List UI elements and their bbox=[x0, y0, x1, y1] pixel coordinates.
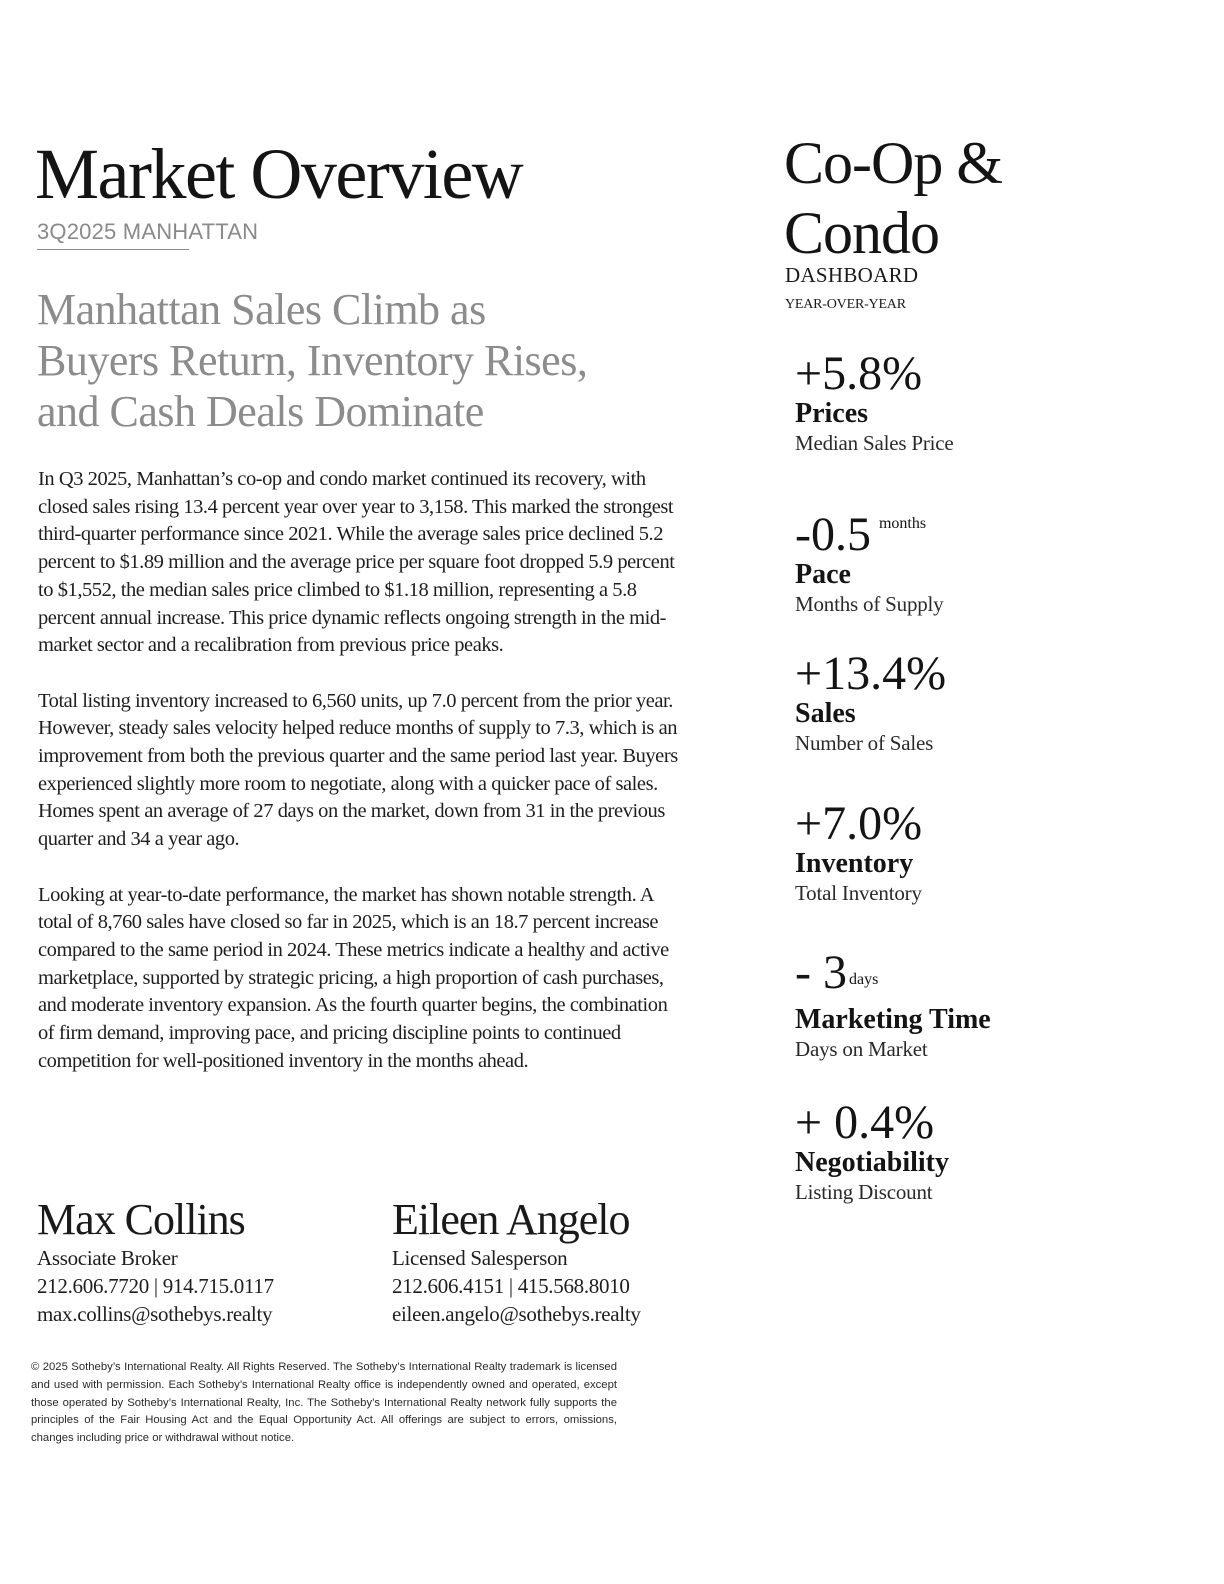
metric-description: Median Sales Price bbox=[795, 431, 954, 455]
headline-line: Manhattan Sales Climb as bbox=[37, 285, 486, 334]
agent-name: Eileen Angelo bbox=[392, 1195, 630, 1244]
report-period: 3Q2025 MANHATTAN bbox=[37, 219, 259, 244]
dashboard-title-line: Co-Op & bbox=[784, 130, 1002, 196]
agent-role: Licensed Salesperson bbox=[392, 1246, 568, 1270]
metric-description: Total Inventory bbox=[795, 881, 922, 905]
legal-disclaimer: © 2025 Sotheby’s International Realty. All Rights Reserved. The Sotheby’s International Realty trademark is licensed and used with permission. Each Sotheby’s International Realty office is independently owned and operated, except those operated by Sotheby’s International Realty, Inc. The Sotheby’s International Realty network fully supports the principles of the Fair Housing Act and the Equal Opportunity Act. All offerings are subject to errors, omissions, changes including price or withdrawal without notice. bbox=[31, 1361, 617, 1445]
page-title: Market Overview bbox=[35, 134, 523, 214]
agent-phones[interactable]: 212.606.7720 | 914.715.0117 bbox=[37, 1274, 274, 1298]
headline-line: Buyers Return, Inventory Rises, bbox=[37, 336, 588, 385]
metric-description: Months of Supply bbox=[795, 592, 944, 616]
metric-label: Pace bbox=[795, 559, 851, 590]
metric-unit: months bbox=[878, 515, 927, 532]
article-body bbox=[38, 466, 688, 1103]
metric-description: Number of Sales bbox=[795, 731, 934, 755]
metric-description: Days on Market bbox=[795, 1037, 928, 1061]
subtitle-underline bbox=[37, 249, 189, 250]
metric-unit: days bbox=[848, 971, 879, 988]
metric-description: Listing Discount bbox=[795, 1180, 933, 1204]
metric-label: Negotiability bbox=[795, 1147, 949, 1178]
metric-value: +13.4% bbox=[795, 647, 947, 700]
agent-role: Associate Broker bbox=[37, 1246, 178, 1270]
metric-pace bbox=[795, 499, 1055, 618]
metric-label: Prices bbox=[795, 398, 869, 429]
metric-label: Inventory bbox=[795, 848, 914, 879]
agent-email[interactable]: eileen.angelo@sothebys.realty bbox=[392, 1302, 641, 1326]
headline bbox=[37, 284, 677, 437]
dashboard-subtitle: DASHBOARD bbox=[785, 263, 919, 287]
metric-value: +7.0% bbox=[795, 797, 923, 850]
agent-name: Max Collins bbox=[37, 1195, 245, 1244]
metric-prices bbox=[795, 349, 1055, 457]
body-paragraph: Total listing inventory increased to 6,560 units, up 7.0 percent from the prior year. However, steady sales velocity helped reduce months of supply to 7.3, which is an improvement from both the previous quarter and the same period last year. Buyers experienced slightly more room to negotiate, along with a quicker pace of sales. Homes spent an average of 27 days on the market, down from 31 in the previous quarter and 34 a year ago. bbox=[38, 689, 678, 851]
metric-label: Sales bbox=[795, 698, 856, 729]
metric-value: + 0.4% bbox=[795, 1096, 935, 1149]
body-paragraph: In Q3 2025, Manhattan’s co-op and condo market continued its recovery, with closed sales rising 13.4 percent year over year to 3,158. This marked the strongest third-quarter performance since 2021. While the average sales price declined 5.2 percent to $1.89 million and the average price per square foot dropped 5.9 percent to $1,552, the median sales price climbed to $1.18 million, representing a 5.8 percent annual increase. This price dynamic reflects ongoing strength in the mid-market sector and a recalibration from previous price peaks. bbox=[38, 468, 675, 657]
metric-marketing-time bbox=[795, 948, 1055, 1063]
metric-inventory bbox=[795, 799, 1055, 907]
dashboard-title-line: Condo bbox=[784, 200, 940, 266]
metric-negotiability bbox=[795, 1098, 1055, 1206]
dashboard-title bbox=[784, 128, 1002, 268]
metric-value: +5.8% bbox=[795, 347, 923, 400]
headline-line: and Cash Deals Dominate bbox=[37, 387, 484, 436]
metric-value: -0.5 bbox=[795, 508, 871, 561]
agent-phones[interactable]: 212.606.4151 | 415.568.8010 bbox=[392, 1274, 630, 1298]
agent-email[interactable]: max.collins@sothebys.realty bbox=[37, 1302, 273, 1326]
metric-value: - 3 bbox=[795, 946, 847, 999]
agent-card-eileen-angelo bbox=[392, 1196, 641, 1328]
metric-label: Marketing Time bbox=[795, 1004, 991, 1035]
agent-card-max-collins bbox=[37, 1196, 274, 1328]
metric-sales bbox=[795, 649, 1055, 757]
body-paragraph: Looking at year-to-date performance, the market has shown notable strength. A total of 8,760 sales have closed so far in 2025, which is an 18.7 percent increase compared to the same period in 2024. These metrics indicate a healthy and active marketplace, supported by strategic pricing, a high proportion of cash purchases, and moderate inventory expansion. As the fourth quarter begins, the combination of firm demand, improving pace, and pricing discipline points to continued competition for well-positioned inventory in the months ahead. bbox=[38, 883, 669, 1072]
dashboard-period: YEAR-OVER-YEAR bbox=[785, 297, 906, 312]
